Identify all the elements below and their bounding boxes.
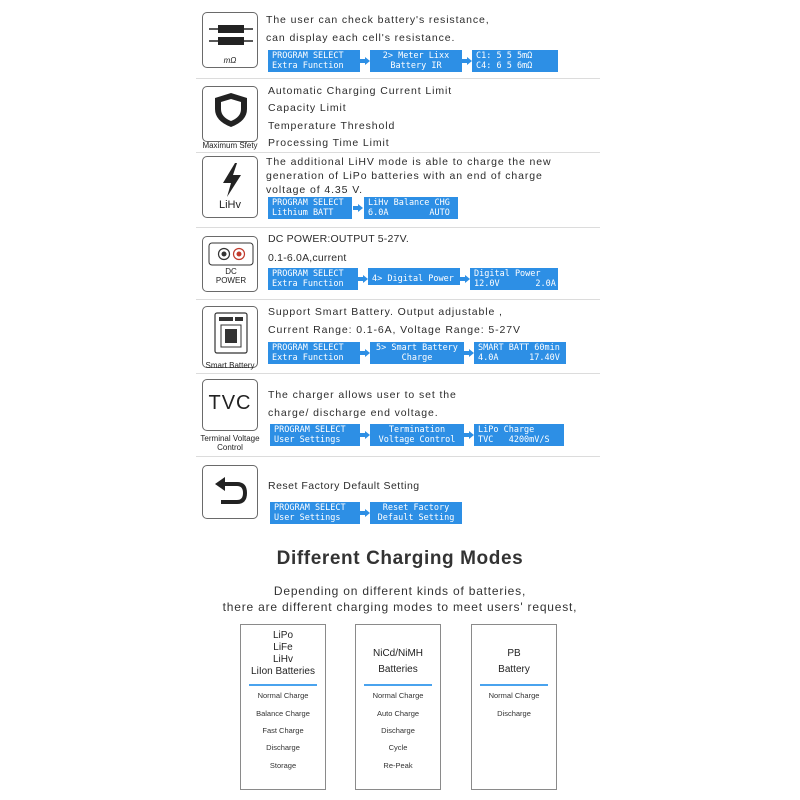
reset-line-1: Reset Factory Default Setting xyxy=(268,480,420,492)
tvc-caption: Terminal Voltage Control xyxy=(200,434,260,452)
dc-terminal-icon xyxy=(203,239,259,269)
smart-battery-caption: Smart Battery xyxy=(205,361,255,370)
lcd-line: PROGRAM SELECT xyxy=(272,343,344,353)
divider xyxy=(196,227,600,228)
lcd-line: 6.0A AUTO xyxy=(368,208,450,218)
mode-item: Normal Charge xyxy=(488,691,540,700)
lihv-line-2: generation of LiPo batteries with an end of charge xyxy=(266,170,543,182)
lcd-lihv-1 xyxy=(268,197,352,219)
lcd-reset-1 xyxy=(270,502,360,524)
lcd-line: LiPo Charge xyxy=(478,425,535,435)
mode-item: Fast Charge xyxy=(262,726,304,735)
dc-line-2: 0.1-6.0A,current xyxy=(268,252,347,264)
modes-subtitle-2: there are different charging modes to meet users' request, xyxy=(222,600,578,614)
resistance-caption: mΩ xyxy=(223,56,237,65)
arrow-icon xyxy=(462,57,472,65)
lcd-line: SMART BATT 60min xyxy=(478,343,560,353)
lcd-line: C1: 5 5 5mΩ xyxy=(476,51,533,61)
tvc-line-1: The charger allows user to set the xyxy=(268,389,457,401)
lcd-line: Extra Function xyxy=(272,61,344,71)
card-heading-line: LiHv xyxy=(272,654,293,665)
lcd-line: PROGRAM SELECT xyxy=(272,198,344,208)
arrow-icon xyxy=(353,204,363,212)
card-heading-line: NiCd/NiMH xyxy=(373,648,423,659)
modes-subtitle-1: Depending on different kinds of batteries, xyxy=(273,584,527,598)
lcd-line: TVC 4200mV/S xyxy=(478,435,550,445)
lcd-lihv-2 xyxy=(364,197,458,219)
card-heading-line: LiIon Batteries xyxy=(251,666,315,677)
arrow-icon xyxy=(360,349,370,357)
lihv-line-1: The additional LiHV mode is able to charge the new xyxy=(266,156,552,168)
tvc-line-2: charge/ discharge end voltage. xyxy=(268,407,439,419)
lcd-line: Extra Function xyxy=(272,279,344,289)
safety-line-2: Capacity Limit xyxy=(268,102,347,114)
lightning-icon xyxy=(203,157,259,201)
lcd-line: C4: 6 5 6mΩ xyxy=(476,61,533,71)
mode-item: Discharge xyxy=(266,743,300,752)
tvc-icon-box xyxy=(202,379,258,431)
smart-battery-line-2: Current Range: 0.1-6A, Voltage Range: 5-27V xyxy=(268,324,521,336)
lcd-line: Default Setting xyxy=(377,513,455,523)
resistor-icon xyxy=(203,13,259,57)
smart-battery-icon-box xyxy=(202,306,258,368)
lcd-line: Lithium BATT xyxy=(272,208,334,218)
safety-caption: Maximum Sfety xyxy=(202,141,258,150)
arrow-icon xyxy=(460,275,470,283)
dc-caption: DC POWER xyxy=(215,267,247,285)
mode-item: Discharge xyxy=(497,709,531,718)
mode-item: Normal Charge xyxy=(372,691,424,700)
card-heading-line: LiPo xyxy=(272,630,293,641)
lcd-tvc-2 xyxy=(370,424,464,446)
mode-card-lead xyxy=(471,624,557,790)
card-accent-line xyxy=(480,684,548,686)
lcd-line: Extra Function xyxy=(272,353,344,363)
lcd-line: User Settings xyxy=(274,513,341,523)
lcd-line: 12.0V 2.0A xyxy=(474,279,556,289)
lcd-line: User Settings xyxy=(274,435,341,445)
reset-icon xyxy=(203,466,259,520)
safety-line-3: Temperature Threshold xyxy=(268,120,396,132)
lihv-line-3: voltage of 4.35 V. xyxy=(266,184,363,196)
lcd-line: Termination xyxy=(388,425,446,435)
lcd-resistance-1 xyxy=(268,50,360,72)
mode-item: Storage xyxy=(269,761,297,770)
divider xyxy=(196,456,600,457)
modes-title: Different Charging Modes xyxy=(276,548,524,569)
dc-icon-box xyxy=(202,236,258,292)
lcd-smart-3 xyxy=(474,342,566,364)
arrow-icon xyxy=(360,431,370,439)
lihv-caption: LiHv xyxy=(218,199,241,211)
safety-line-1: Automatic Charging Current Limit xyxy=(268,85,453,97)
resistance-icon-box xyxy=(202,12,258,68)
lcd-smart-2 xyxy=(370,342,464,364)
shield-icon xyxy=(203,87,259,131)
arrow-icon xyxy=(358,275,368,283)
smart-battery-icon xyxy=(203,307,259,357)
lcd-reset-2 xyxy=(370,502,462,524)
lcd-dc-1 xyxy=(268,268,358,290)
lcd-line: PROGRAM SELECT xyxy=(274,503,346,513)
dc-line-1: DC POWER:OUTPUT 5-27V. xyxy=(268,233,409,245)
mode-item: Discharge xyxy=(381,726,415,735)
lcd-line: Battery IR xyxy=(390,61,442,71)
lcd-line: Charge xyxy=(401,353,433,363)
mode-item: Auto Charge xyxy=(376,709,420,718)
mode-item: Balance Charge xyxy=(256,709,310,718)
lcd-dc-2 xyxy=(368,268,460,285)
card-accent-line xyxy=(249,684,317,686)
lcd-resistance-3 xyxy=(472,50,558,72)
arrow-icon xyxy=(360,57,370,65)
divider xyxy=(196,78,600,79)
divider xyxy=(196,152,600,153)
tvc-icon: TVC xyxy=(208,392,252,414)
card-accent-line xyxy=(364,684,432,686)
safety-line-4: Processing Time Limit xyxy=(268,137,390,149)
arrow-icon xyxy=(464,431,474,439)
mode-item: Re-Peak xyxy=(383,761,413,770)
lcd-line: 4.0A 17.40V xyxy=(478,353,560,363)
resistance-line-2: can display each cell's resistance. xyxy=(266,32,456,44)
lcd-line: 2> Meter Lixx xyxy=(382,51,450,61)
card-heading-line: PB xyxy=(507,648,521,659)
lcd-smart-1 xyxy=(268,342,360,364)
lcd-line: Reset Factory xyxy=(382,503,450,513)
lcd-line: PROGRAM SELECT xyxy=(272,51,344,61)
lihv-icon-box xyxy=(202,156,258,218)
lcd-line: PROGRAM SELECT xyxy=(274,425,346,435)
lcd-line: 4> Digital Power xyxy=(372,274,454,284)
lcd-tvc-1 xyxy=(270,424,360,446)
lcd-line: 5> Smart Battery xyxy=(376,343,458,353)
mode-card-nickel xyxy=(355,624,441,790)
reset-icon-box xyxy=(202,465,258,519)
arrow-icon xyxy=(464,349,474,357)
lcd-dc-3 xyxy=(470,268,558,290)
smart-battery-line-1: Support Smart Battery. Output adjustable , xyxy=(268,306,503,318)
arrow-icon xyxy=(360,509,370,517)
lcd-line: LiHv Balance CHG xyxy=(368,198,450,208)
mode-card-lithium xyxy=(240,624,326,790)
card-heading-line: LiFe xyxy=(273,642,293,653)
mode-item: Cycle xyxy=(388,743,408,752)
mode-item: Normal Charge xyxy=(257,691,309,700)
lcd-line: Voltage Control xyxy=(378,435,456,445)
card-heading-line: Batteries xyxy=(378,664,418,675)
divider xyxy=(196,299,600,300)
lcd-resistance-2 xyxy=(370,50,462,72)
lcd-line: Digital Power xyxy=(474,269,541,279)
lcd-tvc-3 xyxy=(474,424,564,446)
safety-icon-box xyxy=(202,86,258,150)
resistance-line-1: The user can check battery's resistance, xyxy=(266,14,490,26)
divider xyxy=(196,373,600,374)
lcd-line: PROGRAM SELECT xyxy=(272,269,344,279)
card-heading-line: Battery xyxy=(498,664,530,675)
